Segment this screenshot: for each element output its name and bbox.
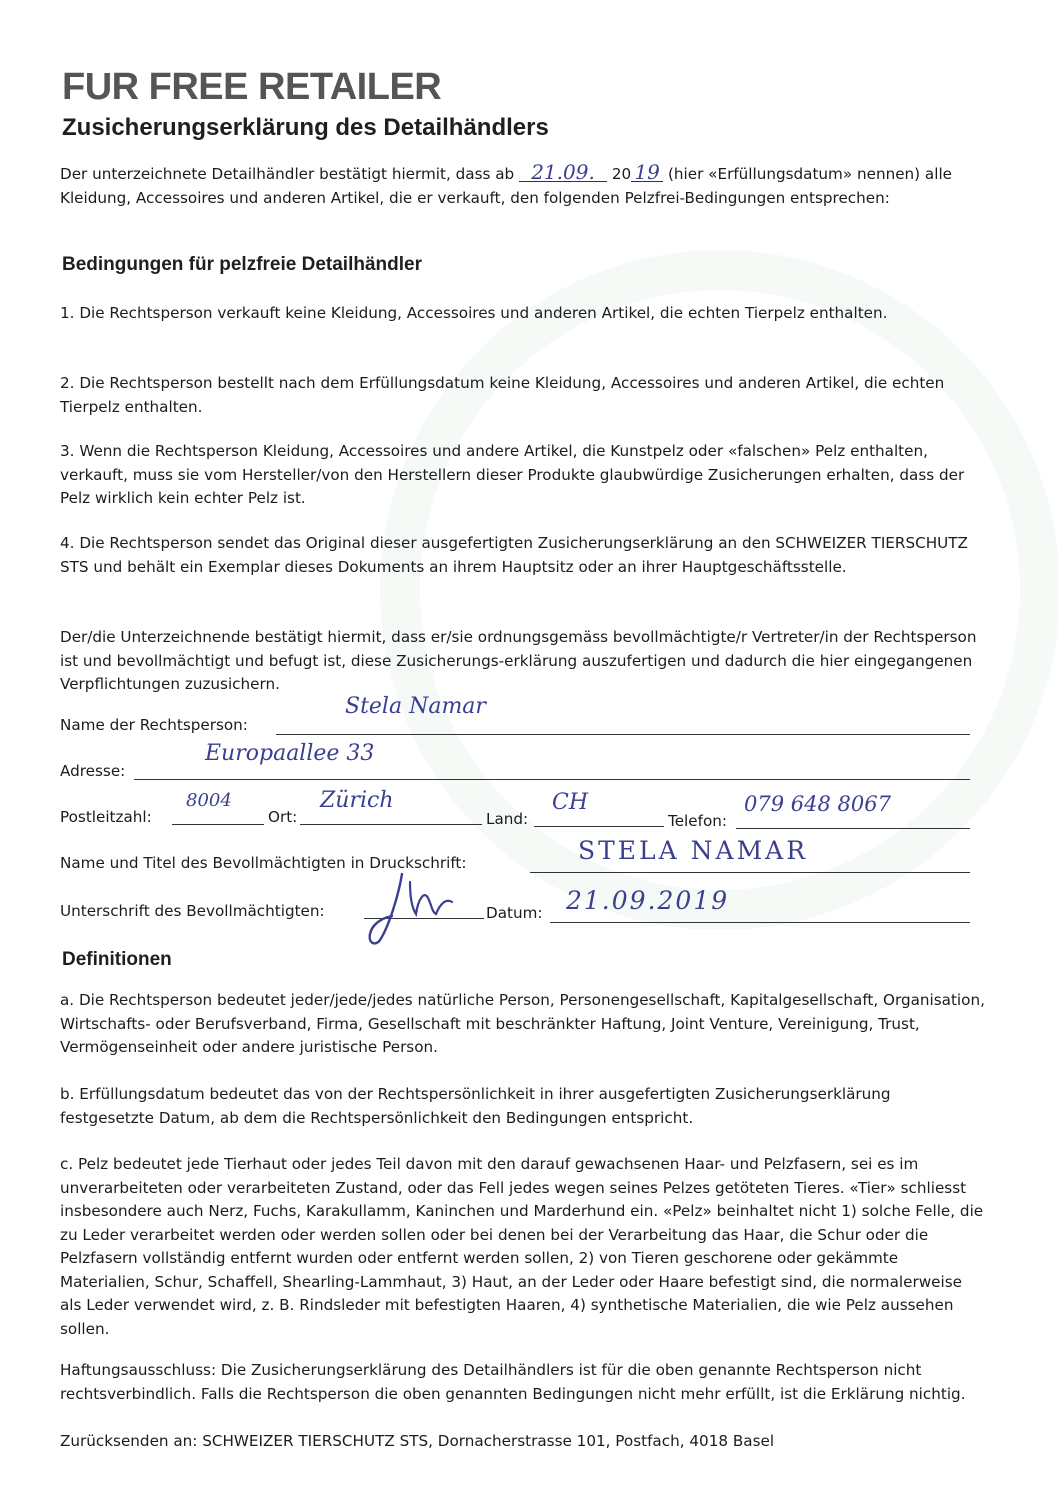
- condition-item: 4. Die Rechtsperson sendet das Original dieser ausgefertigten Zusicherungserklärung an den SCHWEIZER TIERSCHUTZ STS und behält ein Exemplar dieses Dokuments an ihrem Hauptsitz oder an ihrer Hauptgeschäftsstelle.: [60, 534, 968, 576]
- date-label: Datum:: [486, 904, 543, 922]
- condition-item: 2. Die Rechtsperson bestellt nach dem Erfüllungsdatum keine Kleidung, Accessoires und anderen Artikel, die echten Tierpelz enthalten.: [60, 374, 945, 416]
- phone-label: Telefon:: [668, 812, 727, 830]
- postal-line: [172, 824, 264, 825]
- effective-year-field: 19: [631, 163, 663, 182]
- condition-item: 1. Die Rechtsperson verkauft keine Kleidung, Accessoires und anderen Artikel, die echten Tierpelz enthalten.: [60, 304, 888, 322]
- address-field: Europaallee 33: [205, 741, 375, 766]
- date-line: [550, 922, 970, 923]
- document-title: FUR FREE RETAILER: [62, 66, 442, 108]
- city-field: Zürich: [320, 788, 394, 813]
- intro-text-2: (hier «Erfüllungsdatum» nennen) alle Kleidung, Accessoires und anderen Artikel, die er verkauft, den folgenden Pelzfrei-Bedingungen entsprechen:: [60, 165, 953, 207]
- definition-item: b. Erfüllungsdatum bedeutet das von der Rechtspersönlichkeit in ihrer ausgefertigten Zusicherungserklärung festgesetzte Datum, ab dem die Rechtspersönlichkeit den Bedingungen entspricht.: [60, 1085, 891, 1127]
- confirmation-paragraph: Der/die Unterzeichnende bestätigt hiermit, dass er/sie ordnungsgemäss bevollmächtigte/r Vertreter/in der Rechtsperson ist und bevollmächtigt und befugt ist, diese Zusicherungs-erklärung auszufertigen und dadurch die hier eingegangenen Verpflichtungen zuzusichern.: [60, 628, 977, 693]
- intro-paragraph: [60, 160, 988, 210]
- condition-item: 3. Wenn die Rechtsperson Kleidung, Accessoires und andere Artikel, die Kunstpelz oder «falschen» Pelz enthalten, verkauft, muss sie vom Hersteller/von den Herstellern dieser Produkte glaubwürdige Zusicherungen erhalten, dass der Pelz wirklich kein echter Pelz ist.: [60, 442, 965, 507]
- city-label: Ort:: [268, 808, 298, 826]
- return-address: Zurücksenden an: SCHWEIZER TIERSCHUTZ STS, Dornacherstrasse 101, Postfach, 4018 Basel: [60, 1432, 775, 1450]
- handwritten-signature: [358, 868, 478, 948]
- year-prefix: 20: [611, 165, 632, 183]
- country-line: [534, 826, 664, 827]
- representative-field: STELA NAMAR: [578, 836, 809, 865]
- country-label: Land:: [486, 810, 529, 828]
- intro-text-1: Der unterzeichnete Detailhändler bestätigt hiermit, dass ab: [60, 165, 515, 183]
- name-line: [276, 734, 970, 735]
- definition-item: a. Die Rechtsperson bedeutet jeder/jede/jedes natürliche Person, Personengesellschaft, Kapitalgesellschaft, Organisation, Wirtschafts- oder Berufsverband, Firma, Gesellschaft mit beschränkter Haftung, Joint Venture, Vereinigung, Trust, Vermögenseinheit oder andere juristische Person.: [60, 991, 985, 1056]
- disclaimer: Haftungsausschluss: Die Zusicherungserklärung des Detailhändlers ist für die oben genannte Rechtsperson nicht rechtsverbindlich. Falls die Rechtsperson die oben genannten Bedingungen nicht mehr erfüllt, ist die Erklärung nichtig.: [60, 1361, 966, 1403]
- name-field: Stela Namar: [345, 694, 486, 719]
- address-line: [134, 779, 970, 780]
- country-field: CH: [552, 790, 589, 815]
- postal-field: 8004: [186, 790, 232, 811]
- address-label: Adresse:: [60, 762, 126, 780]
- document-subtitle: Zusicherungserklärung des Detailhändlers: [62, 114, 549, 141]
- definitions-heading: Definitionen: [62, 949, 172, 970]
- phone-field: 079 648 8067: [744, 792, 891, 816]
- phone-line: [736, 828, 970, 829]
- city-line: [300, 824, 482, 825]
- postal-label: Postleitzahl:: [60, 808, 152, 826]
- name-label: Name der Rechtsperson:: [60, 716, 248, 734]
- date-field: 21.09.2019: [566, 886, 730, 915]
- representative-label: Name und Titel des Bevollmächtigten in Druckschrift:: [60, 854, 467, 872]
- representative-line: [530, 872, 970, 873]
- conditions-heading: Bedingungen für pelzfreie Detailhändler: [62, 254, 422, 275]
- effective-date-field: 21.09.: [519, 163, 607, 182]
- definition-item: c. Pelz bedeutet jede Tierhaut oder jedes Teil davon mit den darauf gewachsenen Haar- und Pelzfasern, sei es im unverarbeiteten oder verarbeiteten Zustand, oder das Fell jedes wegen seines Pelzes getöteten Tieres. «Tier» schliesst insbesondere auch Nerz, Fuchs, Karakullamm, Kaninchen und Marderhund ein. «Pelz» beinhaltet nicht 1) solche Felle, die zu Leder verarbeitet werden oder werden sollen oder bei denen bei der Verarbeitung das Haar, die Schur oder die Pelzfasern vollständig entfernt wurden oder entfernt werden sollen, 2) von Tieren geschorene oder gekämmte Materialien, Schur, Schaffell, Shearling-Lammhaut, 3) Haut, an der Leder oder Haare befestigt sind, die normalerweise als Leder verwendet wird, z. B. Rindsleder mit befestigten Haaren, 4) synthetische Materialien, die wie Pelz aussehen sollen.: [60, 1155, 984, 1338]
- signature-label: Unterschrift des Bevollmächtigten:: [60, 902, 325, 920]
